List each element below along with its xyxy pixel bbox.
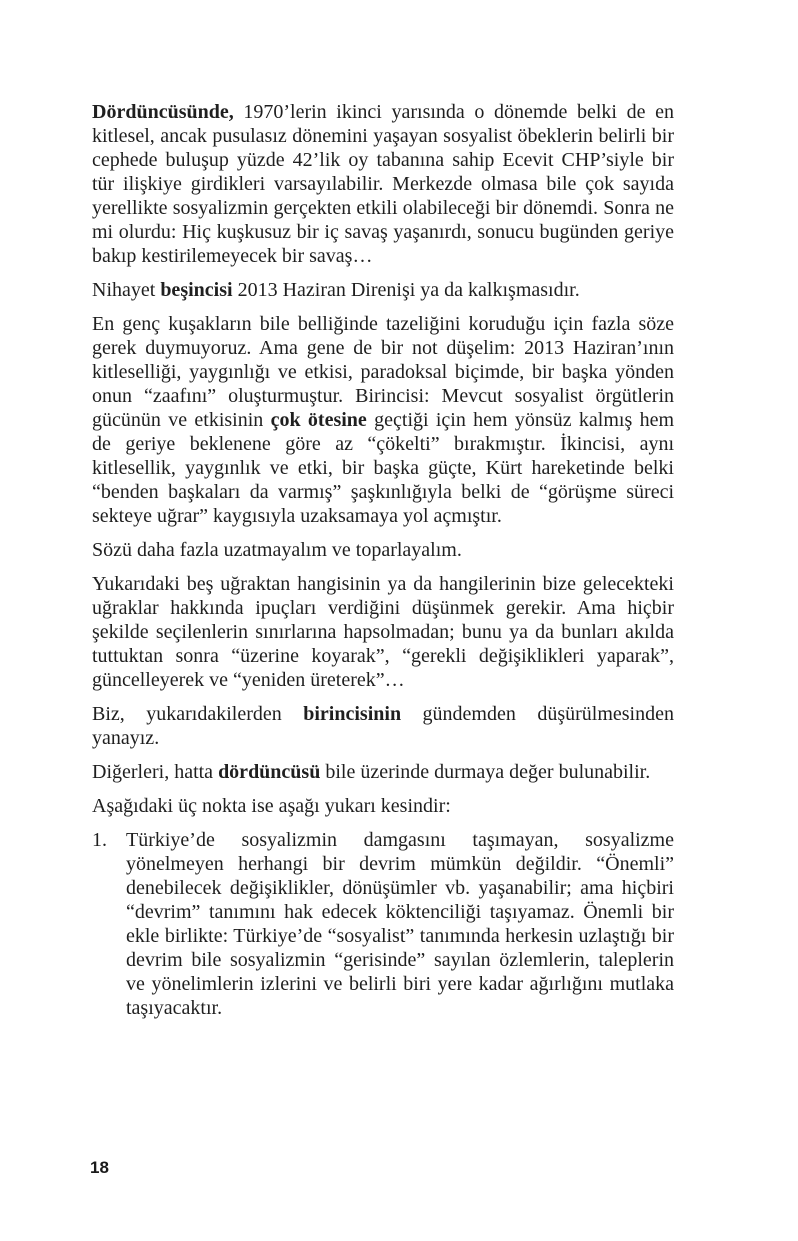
paragraph (92, 100, 674, 268)
bold-run: dördüncüsü (218, 761, 321, 783)
text-run: bile üzerinde durmaya değer bulunabilir. (320, 761, 651, 783)
paragraph (92, 312, 674, 528)
list-item-text: Türkiye’de sosyalizmin damgasını taşımayan, sosyalizme yönelmeyen herhangi bir devrim mümkün değildir. “Önemli” denebilecek değişiklikler, dönüşümler vb. yaşanabilir; ama hiçbiri “devrim” tanımını hak edecek köktenciliği taşıyamaz. Önemli bir ekle birlikte: Türkiye’de “sosyalist” tanımında herkesin uzlaştığı bir devrim bile sosyalizmin “gerisinde” sayılan özlemlerin, taleplerin ve yönelimlerin izlerini ve belirli biri yere kadar ağırlığını mutlaka taşıyacaktır. (126, 829, 674, 1019)
numbered-list-item (92, 828, 674, 1020)
text-run: 2013 Haziran Direnişi ya da kalkışmasıdır. (232, 279, 580, 301)
text-run: Yukarıdaki beş uğraktan hangisinin ya da hangilerinin bize gelecekteki uğraklar hakkında ipuçları verdiğini düşünmek gerekir. Ama hiçbir şekilde seçilenlerin sınırlarına hapsolmadan; bunu ya da bunları akılda tuttuktan sonra “üzerine koyarak”, “gerekli değişiklikleri yaparak”, güncelleyerek ve “yeniden üreterek”… (92, 573, 674, 691)
text-run: gündemden düşürülmesinden yanayız. (92, 703, 674, 749)
paragraph (92, 760, 674, 784)
text-run: Sözü daha fazla uzatmayalım ve toparlayalım. (92, 539, 462, 561)
bold-run: birincisinin (303, 703, 402, 725)
text-run: Diğerleri, hatta (92, 761, 219, 783)
text-run: Aşağıdaki üç nokta ise aşağı yukarı kesindir: (92, 795, 451, 817)
paragraph (92, 702, 674, 750)
bold-run: çok ötesine (270, 409, 367, 431)
text-run: Biz, yukarıdakilerden (92, 703, 304, 725)
paragraph (92, 278, 674, 302)
text-run: geçtiği için hem yönsüz kalmış hem de geriye beklenene göre az “çökelti” bırakmıştır. İkincisi, aynı kitlesellik, yaygınlık ve etki, bir başka güçte, Kürt hareketinde belki “benden başkaları da varmış” şaşkınlığıyla belki de “görüşme süreci sekteye uğrar” kaygısıyla uzaksamaya yol açmıştır. (92, 409, 674, 527)
paragraph (92, 794, 674, 818)
text-run: 1970’lerin ikinci yarısında o dönemde belki de en kitlesel, ancak pusulasız dönemini yaşayan sosyalist öbeklerin belirli bir cephede buluşup yüzde 42’lik oy tabanına sahip Ecevit CHP’siyle bir tür ilişkiye girdikleri varsayılabilir. Merkezde olmasa bile çok sayıda yerellikte sosyalizmin gerçekten etkili olabileceği bir dönemdi. Sonra ne mi olurdu: Hiç kuşkusuz bir iç savaş yaşanırdı, sonucu bugünden geriye bakıp kestirilemeyecek bir savaş… (92, 101, 674, 267)
text-run: Nihayet (92, 279, 161, 301)
bold-run: Dördüncüsünde, (92, 101, 234, 123)
text-run: En genç kuşakların bile belliğinde tazeliğini koruduğu için fazla söze gerek duymuyoruz. Ama gene de bir not düşelim: 2013 Haziran’ının kitleselliği, yaygınlığı ve etkisi, paradoksal biçimde, bir başka yönden onun “zaafını” oluşturmuştur. Birincisi: Mevcut sosyalist örgütlerin gücünün ve etkisinin (92, 313, 674, 431)
bold-run: beşincisi (160, 279, 233, 301)
paragraph (92, 538, 674, 562)
paragraph (92, 572, 674, 692)
body-text-block (92, 100, 674, 1020)
page-number: 18 (90, 1158, 109, 1177)
list-item-number: 1. (92, 829, 107, 851)
